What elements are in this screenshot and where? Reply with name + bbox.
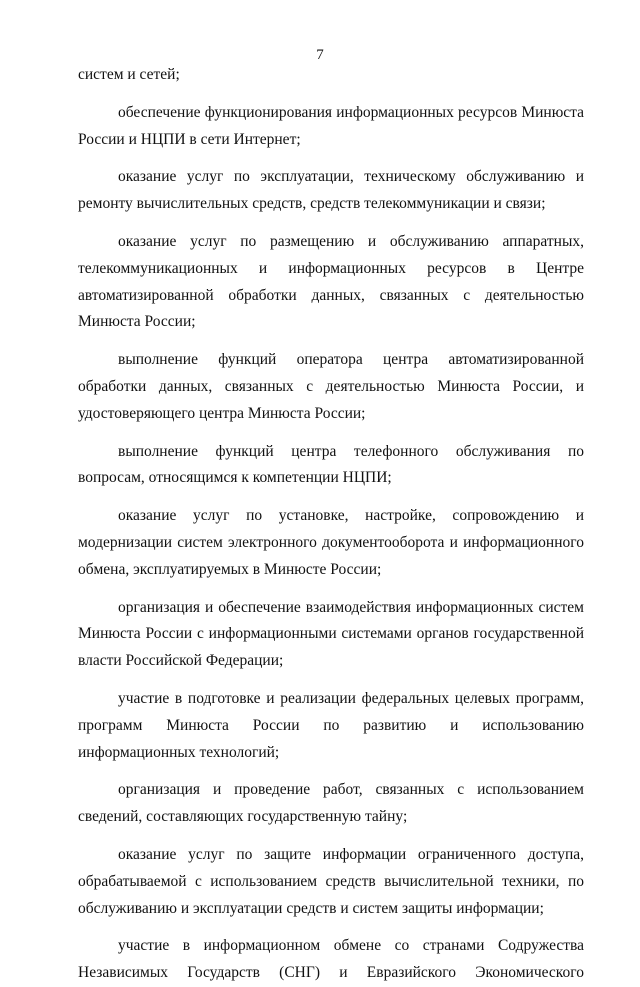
paragraph-system-interaction: организация и обеспечение взаимодействия информационных систем Минюста России с информационными системами органов государственной власти Российской Федерации; — [78, 598, 584, 670]
paragraph-target-programs: участие в подготовке и реализации федеральных целевых программ, программ Минюста России по развитию и использованию информационных технологий; — [78, 689, 584, 761]
paragraph-call-center: выполнение функций центра телефонного обслуживания по вопросам, относящимся к компетенции НЦПИ; — [78, 442, 584, 487]
paragraph-operator-functions: выполнение функций оператора центра автоматизированной обработки данных, связанных с деятельностью Минюста России, и удостоверяющего центра Минюста России; — [78, 351, 584, 422]
paragraph-cis-exchange: участие в информационном обмене со странами Содружества Независимых Государств (СНГ) и Евразийского Экономического — [78, 937, 584, 982]
paragraph-continuation: систем и сетей; — [78, 66, 180, 83]
page-number: 7 — [316, 47, 324, 63]
document-body — [78, 62, 584, 987]
paragraph-information-protection: оказание услуг по защите информации ограниченного доступа, обрабатываемой с использованием средств вычислительной техники, по обслуживанию и эксплуатации средств и систем защиты информации; — [78, 845, 584, 917]
paragraph-internet-resources: обеспечение функционирования информационных ресурсов Минюста России и НЦПИ в сети Интернет; — [78, 103, 584, 148]
paragraph-state-secret: организация и проведение работ, связанных с использованием сведений, составляющих государственную тайну; — [78, 781, 584, 826]
paragraph-maintenance-services: оказание услуг по эксплуатации, техническому обслуживанию и ремонту вычислительных средств, средств телекоммуникации и связи; — [78, 168, 584, 213]
paragraph-document-systems: оказание услуг по установке, настройке, сопровождению и модернизации систем электронного документооборота и информационного обмена, эксплуатируемых в Минюсте России; — [78, 507, 584, 578]
paragraph-hosting-services: оказание услуг по размещению и обслуживанию аппаратных, телекоммуникационных и информационных ресурсов в Центре автоматизированной обработки данных, связанных с деятельностью Минюста России; — [78, 232, 584, 331]
